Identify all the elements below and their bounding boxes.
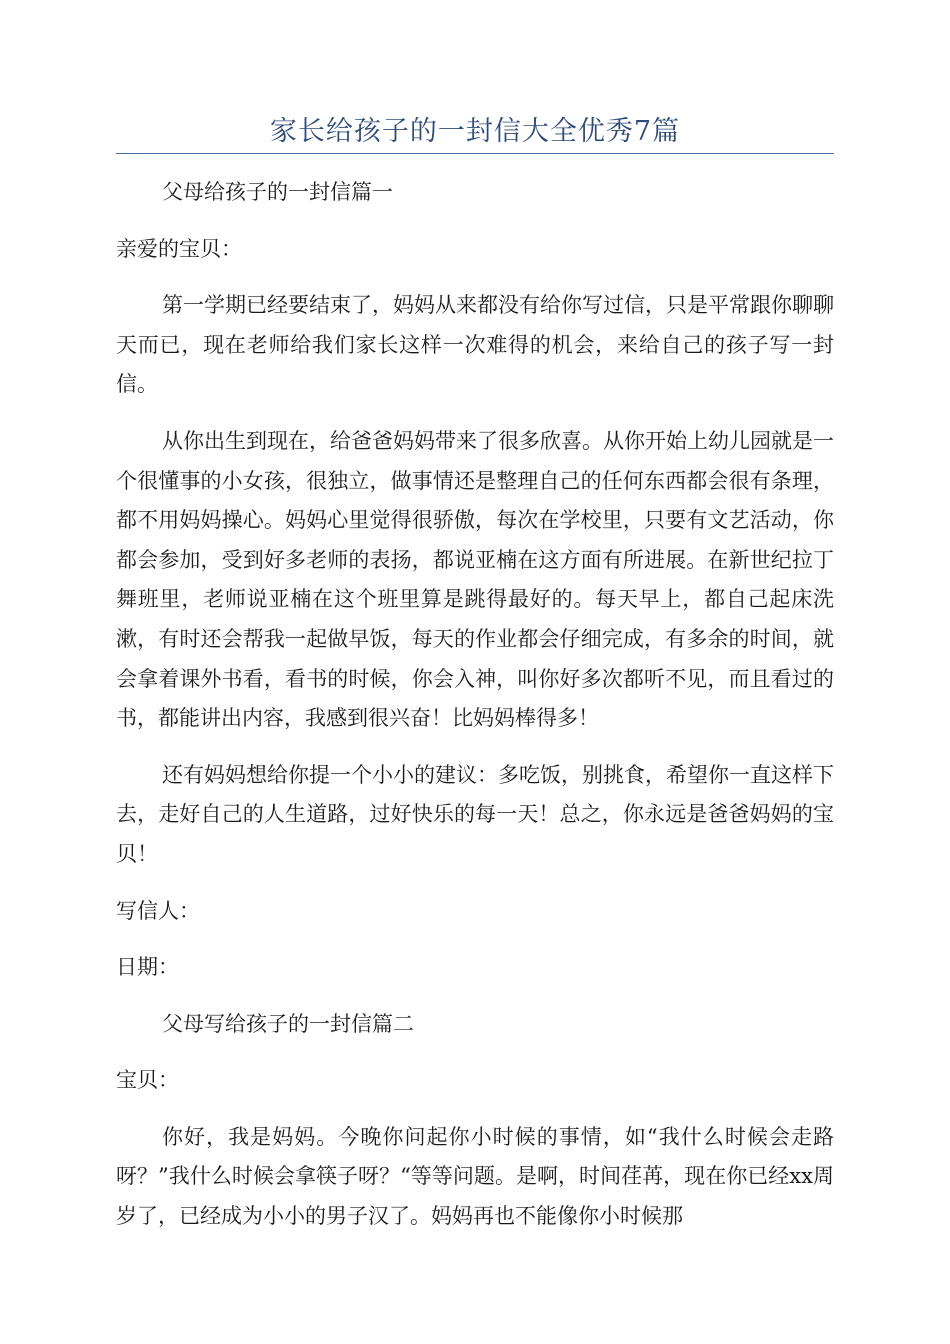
section-heading-1: 父母给孩子的一封信篇一 <box>162 180 393 204</box>
body-paragraph: 还有妈妈想给你提一个小小的建议：多吃饭，别挑食，希望你一直这样下去，走好自己的人生道路，过好快乐的每一天！总之，你永远是爸爸妈妈的宝贝！ <box>116 762 834 866</box>
body-paragraph: 第一学期已经要结束了，妈妈从来都没有给你写过信，只是平常跟你聊聊天而已，现在老师给我们家长这样一次难得的机会，来给自己的孩子写一封信。 <box>116 293 834 397</box>
document-body <box>116 173 834 1254</box>
date-line: 日期： <box>116 955 179 980</box>
salutation-1: 亲爱的宝贝： <box>116 236 242 261</box>
body-paragraph: 从你出生到现在，给爸爸妈妈带来了很多欣喜。从你开始上幼儿园就是一个很懂事的小女孩，很独立，做事情还是整理自己的任何东西都会很有条理，都不用妈妈操心。妈妈心里觉得很骄傲，每次在学校里，只要有文艺活动，你都会参加，受到好多老师的表扬，都说亚楠在这方面有所进展。在新世纪拉丁舞班里，老师说亚楠在这个班里算是跳得最好的。每天早上，都自己起床洗漱，有时还会帮我一起做早饭，每天的作业都会仔细完成，有多余的时间，就会拿着课外书看，看书的时候，你会入神，叫你好多次都听不见，而且看过的书，都能讲出内容，我感到很兴奋！比妈妈棒得多！ <box>116 428 834 731</box>
body-paragraph: 你好，我是妈妈。今晚你问起你小时候的事情，如“我什么时候会走路呀？”我什么时候会拿筷子呀？“等等问题。是啊，时间荏苒，现在你已经xx周岁了，已经成为小小的男子汉了。妈妈再也不能像你小时候那 <box>116 1124 834 1229</box>
section-heading-2: 父母写给孩子的一封信篇二 <box>162 1011 414 1036</box>
title-underline <box>116 153 834 154</box>
salutation-2: 宝贝： <box>116 1068 179 1093</box>
writer-line: 写信人： <box>116 898 200 923</box>
document-title: 家长给孩子的一封信大全优秀7篇 <box>269 116 681 147</box>
